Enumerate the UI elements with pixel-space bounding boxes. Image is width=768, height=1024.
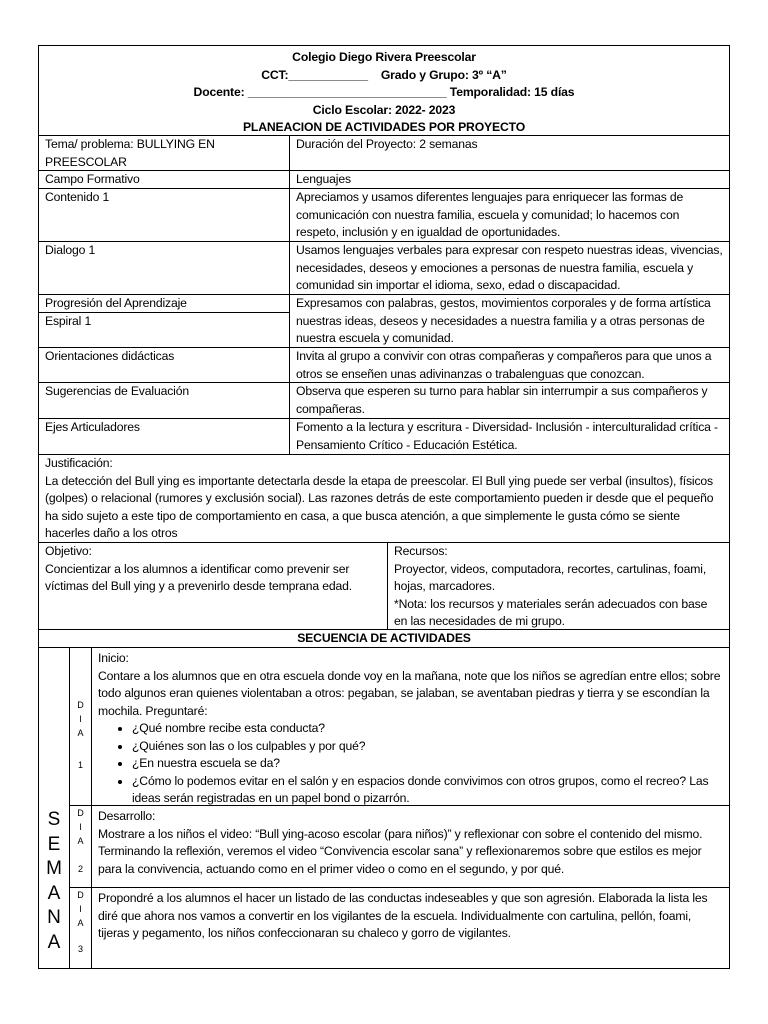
day-letter: A: [77, 836, 84, 846]
justification-label: Justificación:: [45, 456, 113, 470]
theme-label-line2: PREESCOLAR: [45, 154, 127, 169]
cct-grade-line: CCT:____________ Grado y Grupo: 3º “A”: [261, 67, 507, 82]
dialogue-label: Dialogo 1: [45, 243, 96, 257]
guidance-value: Invita al grupo a convivir con otras compañeras y compañeros para que unos a otros se enseñen unas adivinanzas o trabalenguas que conozcan.: [289, 348, 729, 382]
week-letter: M: [46, 858, 62, 879]
week-letter: A: [47, 882, 61, 904]
sequence-title: SECUENCIA DE ACTIVIDADES: [39, 629, 729, 647]
spiral-label: Espiral 1: [39, 312, 289, 331]
theme-label-line1: Tema/ problema: BULLYING EN: [45, 137, 215, 151]
week-label: [39, 808, 69, 955]
guidance-label: Orientaciones didácticas: [45, 349, 175, 363]
day-letter: A: [77, 918, 84, 928]
axes-value: Fomento a la lectura y escritura - Diversidad- Inclusión - interculturalidad crítica - Pensamiento Crítico - Educación Estética.: [289, 419, 729, 454]
day-number: 3: [77, 944, 83, 954]
objective-text: Concientizar a los alumnos a identificar como prevenir ser víctimas del Bull ying y a prevenirlo desde temprana edad.: [45, 561, 352, 593]
week-letter: E: [47, 833, 61, 855]
resources-label: Recursos:: [394, 544, 448, 558]
week-letter: S: [47, 809, 61, 830]
day-letter: D: [77, 700, 84, 710]
day-number: 2: [77, 864, 83, 874]
day-number: 1: [77, 760, 83, 770]
day-1-row: [39, 648, 729, 805]
objective-cell: [39, 543, 387, 629]
planning-document: [38, 45, 730, 969]
school-name: Colegio Diego Rivera Preescolar: [292, 50, 476, 64]
question-item: • ¿Qué nombre recibe esta conducta?: [132, 720, 723, 738]
day-1-content: [91, 648, 729, 805]
day-1-heading: Inicio:: [98, 651, 129, 665]
question-item: • ¿En nuestra escuela se da?: [132, 755, 723, 773]
day-2-content: [91, 806, 729, 887]
day-2-row: [69, 805, 729, 887]
resources-note: *Nota: los recursos y materiales serán adecuados con base en las necesidades de mi grupo.: [394, 596, 708, 628]
day-letter: I: [79, 714, 82, 724]
day-letter: A: [77, 728, 84, 738]
day-1-text: Contare a los alumnos que en otra escuela donde voy en la mañana, note que los niños se agredían entre ellos; sobre todo algunos eran quienes violentaban a otros: pegaban, se jalaban, se aventaban piedras y tierra y se escondían la mochila. Preguntaré:: [98, 668, 721, 718]
day-3-row: [69, 887, 729, 968]
justification-section: [39, 454, 729, 542]
day-1-label: [69, 648, 91, 805]
objective-resources-row: [39, 542, 729, 629]
plan-title: PLANEACION DE ACTIVIDADES POR PROYECTO: [242, 120, 526, 134]
day-2-label: [69, 806, 91, 887]
day-letter: D: [77, 808, 84, 818]
content-value: Apreciamos y usamos diferentes lenguajes para enriquecer las formas de comunicación con nuestra familia, escuela y comunidad; lo hacemos con respeto, inclusión y en igualdad de oportunidades.: [289, 189, 729, 241]
evaluation-value: Observa que esperen su turno para hablar sin interrumpir a sus compañeros y compañeras.: [289, 383, 729, 418]
progression-label: Progresión del Aprendizaje: [45, 296, 187, 310]
week-letter: A: [47, 931, 61, 953]
day-letter: D: [77, 890, 84, 900]
document-header: [39, 49, 729, 135]
teacher-line: Docente: ______________________________ Temporalidad: 15 días: [193, 85, 575, 99]
progression-row: [39, 294, 729, 347]
axes-row: [39, 418, 729, 454]
progression-value: Expresamos con palabras, gestos, movimientos corporales y de forma artística nuestras ideas, deseos y necesidades a nuestra familia y a otras personas de nuestra escuela y comunidad.: [289, 295, 729, 347]
question-item: • ¿Quiénes son las o los culpables y por qué?: [132, 738, 723, 756]
day-3-text: Propondré a los alumnos el hacer un listado de las conductas indeseables y que son agresión. Elaborada la lista les diré que ahora nos vamos a convertir en los vigilantes de la escuela. Individualmente con cartulina, pellón, foami, tijeras y pegamento, los niños confeccionaran su chaleco y gorro de vigilantes.: [98, 891, 708, 940]
day-3-content: [91, 888, 729, 968]
day-2-heading: Desarrollo:: [98, 809, 156, 823]
resources-text: Proyector, videos, computadora, recortes, cartulinas, foami, hojas, marcadores.: [394, 561, 707, 593]
formative-field-label: Campo Formativo: [45, 172, 140, 186]
sequence-body: [39, 647, 729, 968]
dialogue-value: Usamos lenguajes verbales para expresar con respeto nuestras ideas, vivencias, necesidades, deseos y emociones a personas de nuestra familia, escuela y comunidad sin importar el idioma, sexo, edad o discapacidad.: [289, 242, 729, 294]
dialogue-row: [39, 241, 729, 294]
question-list: [98, 720, 723, 805]
week-letter: N: [47, 907, 61, 928]
content-row: [39, 188, 729, 241]
project-duration: Duración del Proyecto: 2 semanas: [289, 136, 729, 170]
formative-field-value: Lenguajes: [289, 171, 729, 188]
objective-label: Objetivo:: [45, 544, 92, 558]
resources-cell: [387, 543, 729, 629]
evaluation-row: [39, 382, 729, 418]
day-2-text: Mostrare a los niños el video: “Bull ying-acoso escolar (para niños)” y reflexionar con sobre el contenido del mismo. Terminando la reflexión, veremos el video “Convivencia escolar sana” y reflexionaremos sobre que estilos es mejor para la convivencia, actuando como en el primer video o como en el segundo, y por qué.: [98, 826, 703, 876]
question-item: • ¿Cómo lo podemos evitar en el salón y en espacios donde convivimos con otros grupos, como el recreo? Las ideas serán registradas en un papel bond o pizarrón.: [132, 773, 723, 806]
formative-field-row: [39, 170, 729, 188]
guidance-row: [39, 347, 729, 382]
content-label: Contenido 1: [45, 190, 110, 204]
axes-label: Ejes Articuladores: [45, 420, 140, 434]
day-letter: I: [79, 904, 82, 914]
day-3-label: [69, 888, 91, 968]
evaluation-label: Sugerencias de Evaluación: [45, 384, 189, 398]
justification-text: La detección del Bull ying es importante detectarla desde la etapa de preescolar. El Bull ying puede ser verbal (insultos), físicos (golpes) o relacional (rumores y exclusión social). Las razones detrás de este comportamiento pueden ir desde que el pequeño ha sido sujeto a este tipo de comportamiento en casa, a que busca atención, a que simplemente le gusta cómo se siente hacerles daño a los otros: [45, 473, 714, 540]
day-letter: I: [79, 822, 82, 832]
theme-row: [39, 135, 729, 170]
school-cycle: Ciclo Escolar: 2022- 2023: [312, 102, 456, 117]
